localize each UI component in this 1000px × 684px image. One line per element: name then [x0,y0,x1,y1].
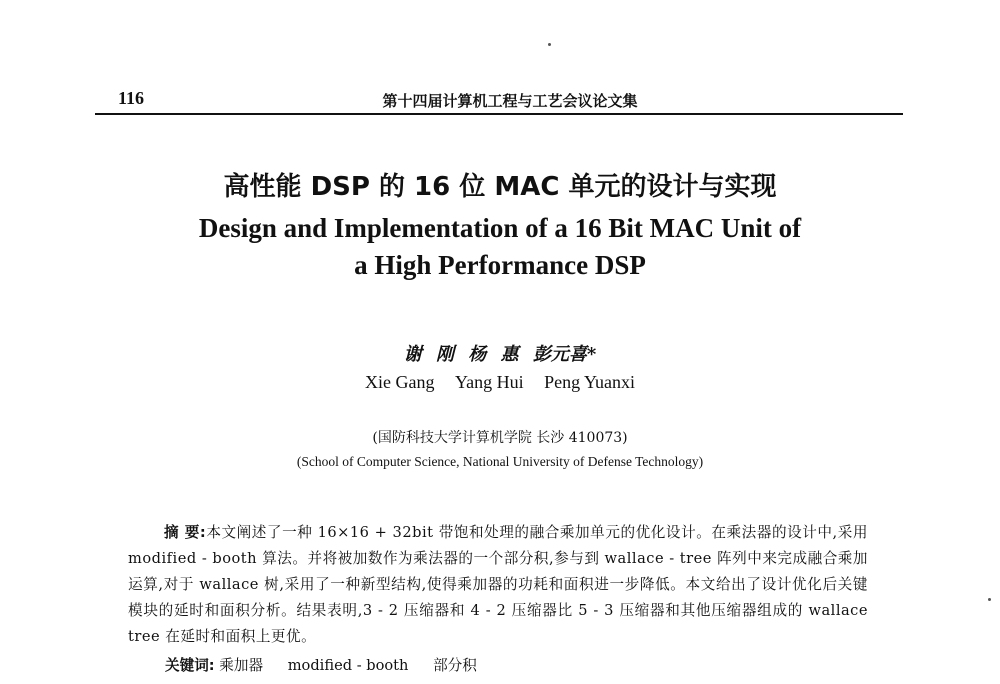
abstract [128,520,868,650]
keywords-label: 关键词: [165,657,215,674]
keyword-1: 乘加器 [219,657,264,674]
abstract-text: 本文阐述了一种 16×16 + 32bit 带饱和处理的融合乘加单元的优化设计。在乘法器的设计中,采用 modified - booth 算法。并将被加数作为乘法器的一个部分积,参与到 wallace - tree 阵列中来完成融合乘加运算,对于 wallace 树,采用了一种新型结构,使得乘加器的功耗和面积进一步降低。本文给出了设计优化后关键模块的延时和面积分析。结果表明,3 - 2 压缩器和 4 - 2 压缩器比 5 - 3 压缩器和其他压缩器组成的 wallace tree 在延时和面积上更优。 [128,524,868,645]
author-2: Yang Hui [454,372,524,392]
header-rule [95,113,903,115]
authors-english [0,372,1000,393]
abstract-label: 摘 要: [164,524,207,541]
keywords [165,654,477,675]
page-number: 116 [118,88,145,108]
keyword-3: 部分积 [433,657,477,674]
author-3: Peng Yuanxi [544,372,635,392]
keyword-2: modified - booth [287,657,409,674]
authors-chinese: 谢 刚 杨 惠 彭元喜* [403,344,597,365]
author-1: Xie Gang [365,372,435,392]
title-english-line1: Design and Implementation of a 16 Bit MAC Unit of [198,213,802,243]
affiliation-chinese: (国防科技大学计算机学院 长沙 410073) [372,430,628,446]
scan-speck [988,598,991,601]
affiliation-english: (School of Computer Science, National University of Defense Technology) [296,454,704,469]
scan-speck [548,43,551,46]
title-chinese: 高性能 DSP 的 16 位 MAC 单元的设计与实现 [223,172,777,202]
title-english-line2: a High Performance DSP [354,250,646,280]
title-english [0,210,1000,284]
running-header: 第十四届计算机工程与工艺会议论文集 [382,92,638,110]
